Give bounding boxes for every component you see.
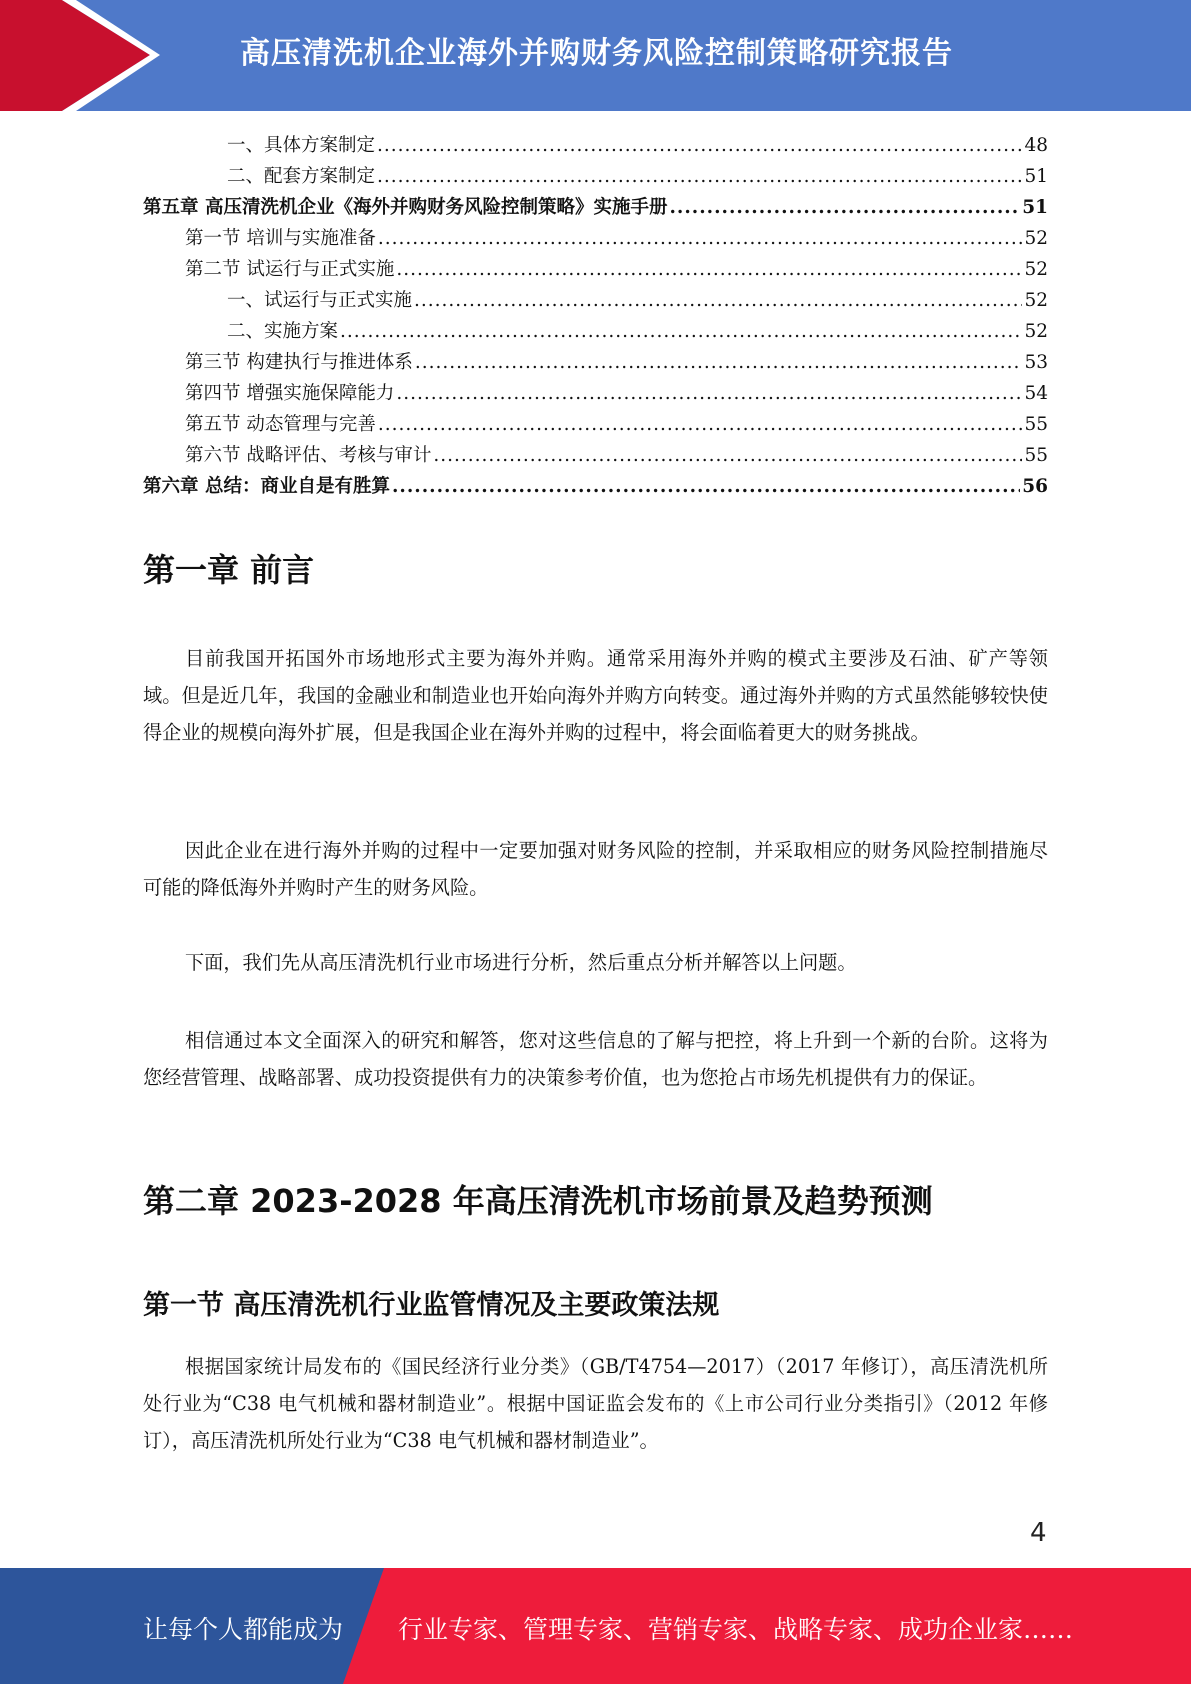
toc-entry-label: 第二节 试运行与正式实施 [185,259,395,280]
footer-slogan-right: 行业专家、管理专家、营销专家、战略专家、成功企业家…… [398,1615,1074,1644]
chapter1-title: 第一章 前言 [143,551,315,589]
toc-entry[interactable] [143,254,1048,285]
section1-title: 第一节 高压清洗机行业监管情况及主要政策法规 [143,1290,720,1321]
toc-entry-label: 第三节 构建执行与推进体系 [185,352,413,373]
page-footer [0,1568,1191,1684]
toc-entry-label: 第六章 总结：商业自是有胜算 [143,476,390,497]
toc-leader-dots [378,223,1023,254]
toc-leader-dots [396,378,1022,409]
toc-leader-dots [669,192,1020,223]
chapter1-paragraph-1: 目前我国开拓国外市场地形式主要为海外并购。通常采用海外并购的模式主要涉及石油、矿产等领域。但是近几年，我国的金融业和制造业也开始向海外并购方向转变。通过海外并购的方式虽然能够较快使得企业的规模向海外扩展，但是我国企业在海外并购的过程中，将会面临着更大的财务挑战。 [143,647,1048,744]
toc-entry[interactable] [143,471,1048,502]
toc-entry-label: 第五节 动态管理与完善 [185,414,376,435]
toc-entry[interactable] [143,223,1048,254]
toc-entry[interactable] [143,409,1048,440]
toc-leader-dots [415,347,1023,378]
toc-entry-page: 48 [1024,135,1048,156]
toc-entry-label: 第六节 战略评估、考核与审计 [185,445,432,466]
toc-entry[interactable] [143,378,1048,409]
toc-entry[interactable] [143,130,1048,161]
toc-entry-page: 51 [1022,197,1048,218]
header-arrow-icon [0,0,160,111]
toc-entry[interactable] [143,347,1048,378]
toc-entry-page: 56 [1022,476,1048,497]
toc-leader-dots [377,130,1022,161]
page-number: 4 [1030,1518,1047,1548]
toc-entry-page: 55 [1024,445,1048,466]
toc-leader-dots [378,409,1023,440]
toc-leader-dots [377,161,1022,192]
toc-entry[interactable] [143,161,1048,192]
chapter2-paragraph-1: 根据国家统计局发布的《国民经济行业分类》（GB/T4754—2017）（2017 年修订），高压清洗机所处行业为“C38 电气机械和器材制造业”。根据中国证监会发布的《上市公司行业分类指引》（2012 年修订），高压清洗机所处行业为“C38 电气机械和器材制造业”。 [143,1355,1048,1452]
header-title: 高压清洗机企业海外并购财务风险控制策略研究报告 [240,36,953,71]
toc-entry-page: 51 [1024,166,1048,187]
toc-entry-label: 二、实施方案 [227,321,339,342]
toc-leader-dots [433,440,1022,471]
toc-entry-label: 一、具体方案制定 [227,135,376,156]
toc-entry-page: 52 [1024,290,1048,311]
toc-entry-label: 一、试运行与正式实施 [227,290,413,311]
footer-slogan-left: 让每个人都能成为 [143,1615,344,1644]
toc-entry-page: 54 [1024,383,1048,404]
chapter1-paragraph-3: 下面，我们先从高压清洗机行业市场进行分析，然后重点分析并解答以上问题。 [185,951,857,974]
toc-leader-dots [392,471,1020,502]
toc-entry-label: 第四节 增强实施保障能力 [185,383,395,404]
page-header [0,0,1191,111]
toc-entry-page: 52 [1024,228,1048,249]
table-of-contents [143,130,1048,502]
toc-entry-page: 53 [1024,352,1048,373]
toc-entry-page: 52 [1024,321,1048,342]
toc-leader-dots [396,254,1022,285]
toc-entry-page: 52 [1024,259,1048,280]
toc-entry[interactable] [143,440,1048,471]
chapter1-paragraph-2: 因此企业在进行海外并购的过程中一定要加强对财务风险的控制，并采取相应的财务风险控制措施尽可能的降低海外并购时产生的财务风险。 [143,839,1048,899]
toc-entry-label: 二、配套方案制定 [227,166,376,187]
toc-entry-label: 第五章 高压清洗机企业《海外并购财务风险控制策略》实施手册 [143,197,668,218]
toc-entry[interactable] [143,285,1048,316]
toc-entry[interactable] [143,192,1048,223]
toc-entry[interactable] [143,316,1048,347]
toc-leader-dots [340,316,1022,347]
chapter1-paragraph-4: 相信通过本文全面深入的研究和解答，您对这些信息的了解与把控，将上升到一个新的台阶。这将为您经营管理、战略部署、成功投资提供有力的决策参考价值，也为您抢占市场先机提供有力的保证。 [143,1029,1048,1089]
toc-entry-page: 55 [1024,414,1048,435]
toc-leader-dots [414,285,1022,316]
toc-entry-label: 第一节 培训与实施准备 [185,228,376,249]
chapter2-title: 第二章 2023-2028 年高压清洗机市场前景及趋势预测 [143,1182,933,1220]
